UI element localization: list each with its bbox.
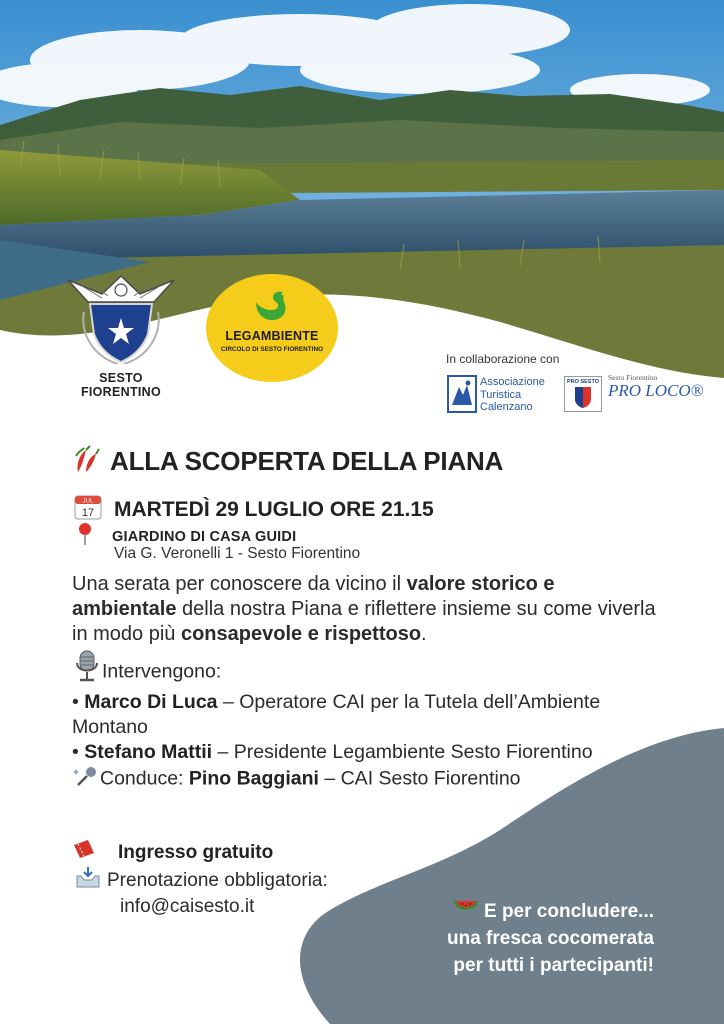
pro-sesto-logo [564,376,602,412]
event-place: GIARDINO DI CASA GUIDI [112,528,297,545]
host-label: Conduce: [100,767,189,790]
atc-line-1: Associazione [480,376,545,388]
inbox-icon [75,866,101,895]
calendar-day: 17 [81,507,95,519]
desc-text-1: Una serata per conoscere da vicino il [72,573,407,595]
calendar-month: JUL [82,498,94,505]
speaker-2-role: – Presidente Legambiente Sesto Fiorentino [212,741,593,763]
cai-eagle-emblem [62,272,180,364]
atc-line-2: Turistica [480,388,522,401]
legambiente-name: LEGAMBIENTE [225,329,319,343]
booking-text: Prenotazione obbligatoria: [107,869,328,891]
cai-city-label: SESTO FIORENTINO [80,371,162,399]
free-entrance-row [72,839,432,866]
atc-line-3: Calenzano [480,401,533,413]
host-name: Pino Baggiani [188,767,319,790]
speaker-1-name: Marco Di Luca [84,691,218,713]
speakers-label-row [72,655,672,690]
speaker-1-role: – Operatore CAI per la Tutela dell’Ambiente Montano [72,691,601,738]
event-date-row [74,494,434,525]
watermelon-icon [454,896,478,923]
legambiente-logo [206,274,338,382]
speakers-block [72,655,672,794]
event-description [72,572,662,647]
closing-line-3: per tutti i partecipanti! [453,955,654,976]
event-title: ALLA SCOPERTA DELLA PIANA [110,446,504,476]
booking-row [72,866,432,895]
pro-loco-small: Sesto Fiorentino [608,373,658,382]
event-address: Via G. Veronelli 1 - Sesto Fiorentino [114,545,361,562]
closing-line-1: E per concludere... [484,901,654,922]
speaker-2-name: Stefano Mattii [84,741,213,763]
host-row [72,765,672,794]
event-date: MARTEDÌ 29 LUGLIO ORE 21.15 [114,497,434,521]
pin-icon [78,522,92,551]
pro-loco-logo [608,373,708,401]
desc-bold-1: valore storico e ambientale [72,573,555,620]
desc-text-2: della nostra Piana e riflettere insieme su come viverla in modo più [72,598,656,645]
speaker-1 [72,690,672,740]
desc-text-3: . [421,623,427,645]
free-entrance: Ingresso gratuito [118,841,274,863]
swan-icon [252,288,292,324]
sparkle-mic-icon [72,765,100,794]
speakers-label: Intervengono: [102,660,222,683]
bullet: • [72,741,85,763]
admission-ticket-icon [72,839,96,866]
collaboration-block [446,352,716,417]
event-title-row [72,444,503,479]
atc-logo-text [480,376,545,414]
shield-icon [565,385,601,409]
pro-sesto-label: PRO SESTO [567,379,599,385]
booking-email: info@caisesto.it [120,896,255,917]
microphone-icon [72,649,102,690]
closing-line-1-row [370,898,654,925]
desc-bold-2: consapevole e rispettoso [180,623,422,645]
host-role: – CAI Sesto Fiorentino [318,767,521,790]
cai-logo [62,272,180,399]
bullet: • [72,691,85,713]
closing-line-2: una fresca cocomerata [447,928,654,949]
closing-message [370,898,654,979]
speaker-2 [72,740,672,765]
calendar-icon [74,494,102,525]
collab-label: In collaborazione con [446,352,560,366]
pepper-icon [72,444,102,479]
legambiente-sub: CIRCOLO DI SESTO FIORENTINO [220,346,324,353]
pro-loco-big: PRO LOCO® [608,381,704,400]
atc-logo-icon [447,375,477,413]
